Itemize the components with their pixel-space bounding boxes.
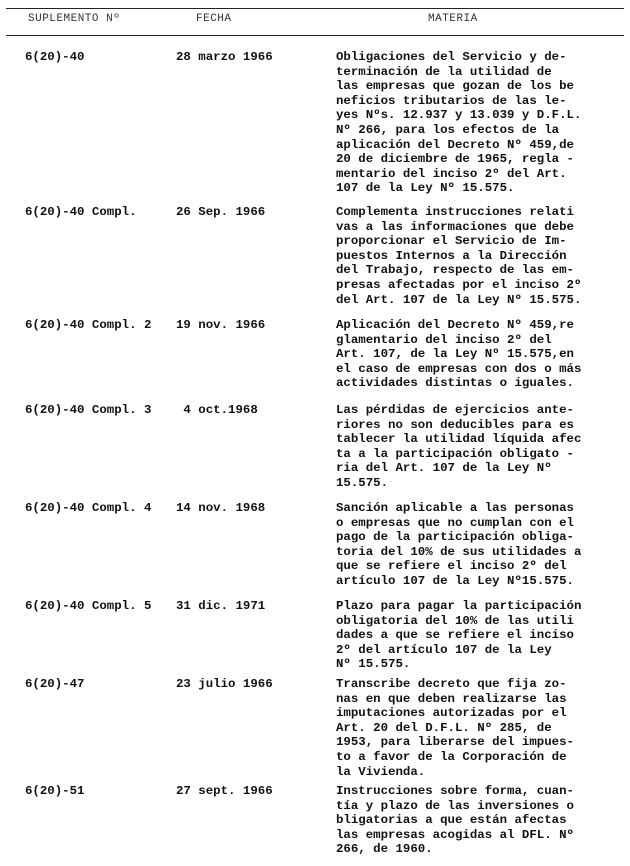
materia-line: ta a la participación obligato -: [336, 446, 574, 461]
materia-line: mentario del inciso 2º del Art.: [336, 166, 567, 181]
materia-line: to a favor de la Corporación de: [336, 749, 567, 764]
materia-line: Sanción aplicable a las personas: [336, 501, 574, 515]
materia-line: presas afectadas por el inciso 2º: [336, 277, 582, 292]
fecha-cell: 23 julio 1966: [176, 677, 273, 691]
materia-line: que se refiere el inciso 2º del: [336, 559, 567, 574]
materia-cell: [336, 599, 620, 672]
materia-line: 2º del artículo 107 de la Ley: [336, 642, 552, 657]
fecha-cell: 19 nov. 1966: [176, 318, 266, 332]
materia-line: las empresas acogidas al DFL. Nº: [336, 827, 574, 842]
materia-line: dades a que se refiere el inciso: [336, 628, 574, 643]
materia-line: puestos Internos a la Dirección: [336, 248, 567, 263]
materia-line: Plazo para pagar la participación: [336, 599, 582, 613]
materia-cell: [336, 784, 620, 857]
suplemento-cell: 6(20)-40 Compl. 3: [25, 403, 152, 417]
materia-line: o empresas que no cumplan con el: [336, 515, 574, 530]
suplemento-cell: 6(20)-40 Compl.: [25, 205, 137, 219]
table-header: [0, 10, 630, 32]
header-suplemento: SUPLEMENTO Nº: [28, 13, 121, 25]
materia-line: tía y plazo de las inversiones o: [336, 798, 574, 813]
materia-line: 15.575.: [336, 475, 389, 490]
materia-cell: [336, 677, 620, 779]
materia-cell: [336, 403, 620, 491]
header-materia: MATERIA: [428, 13, 478, 25]
materia-line: Complementa instrucciones relati: [336, 205, 574, 219]
materia-line: artículo 107 de la Ley Nº15.575.: [336, 573, 574, 588]
materia-line: Art. 107, de la Ley Nº 15.575,en: [336, 347, 574, 362]
suplemento-cell: 6(20)-51: [25, 784, 85, 798]
materia-line: 266, de 1960.: [336, 842, 433, 857]
materia-line: pago de la participación obliga-: [336, 530, 574, 545]
materia-cell: [336, 318, 620, 391]
header-fecha: FECHA: [196, 13, 232, 25]
suplemento-cell: 6(20)-40 Compl. 4: [25, 501, 152, 515]
materia-line: glamentario del inciso 2º del: [336, 332, 552, 347]
fecha-cell: 31 dic. 1971: [176, 599, 266, 613]
materia-line: del Art. 107 de la Ley Nº 15.575.: [336, 292, 582, 307]
suplemento-cell: 6(20)-47: [25, 677, 85, 691]
materia-line: la Vivienda.: [336, 764, 426, 779]
materia-line: bligatorias a que están afectas: [336, 813, 567, 828]
materia-line: Nº 266, para los efectos de la: [336, 122, 560, 137]
fecha-cell: 26 Sep. 1966: [176, 205, 266, 219]
materia-line: riores no son deducibles para es: [336, 417, 574, 432]
materia-line: ria del Art. 107 de la Ley Nº: [336, 461, 552, 476]
materia-line: Aplicación del Decreto Nº 459,re: [336, 318, 574, 332]
materia-line: toria del 10% de sus utilidades a: [336, 544, 582, 559]
materia-line: 107 de la Ley Nº 15.575.: [336, 181, 515, 196]
top-rule: [6, 8, 624, 9]
materia-cell: [336, 501, 620, 589]
header-rule: [6, 35, 624, 36]
materia-line: actividades distintas o iguales.: [336, 376, 574, 391]
materia-line: Obligaciones del Servicio y de-: [336, 50, 567, 64]
materia-line: Art. 20 del D.F.L. Nº 285, de: [336, 720, 552, 735]
materia-line: Nº 15.575.: [336, 657, 411, 672]
fecha-cell: 27 sept. 1966: [176, 784, 273, 798]
materia-line: aplicación del Decreto Nº 459,de: [336, 137, 574, 152]
materia-line: del Trabajo, respecto de las em-: [336, 263, 574, 278]
materia-line: Las pérdidas de ejercicios ante-: [336, 403, 574, 417]
materia-line: obligatoria del 10% de las utili: [336, 613, 574, 628]
materia-line: proporcionar el Servicio de Im-: [336, 234, 567, 249]
materia-line: vas a las informaciones que debe: [336, 219, 574, 234]
materia-line: imputaciones autorizadas por el: [336, 706, 567, 721]
suplemento-cell: 6(20)-40 Compl. 2: [25, 318, 152, 332]
materia-line: terminación de la utilidad de: [336, 64, 552, 79]
materia-line: 20 de diciembre de 1965, regla -: [336, 152, 574, 167]
suplemento-cell: 6(20)-40 Compl. 5: [25, 599, 152, 613]
materia-cell: [336, 205, 620, 307]
materia-line: tablecer la utilidad líquida afec: [336, 432, 582, 447]
materia-line: Instrucciones sobre forma, cuan-: [336, 784, 574, 798]
suplemento-cell: 6(20)-40: [25, 50, 85, 64]
materia-line: Transcribe decreto que fija zo-: [336, 677, 567, 691]
materia-line: 1953, para liberarse del impues-: [336, 735, 574, 750]
materia-line: neficios tributarios de las le-: [336, 93, 567, 108]
fecha-cell: 4 oct.1968: [176, 403, 258, 417]
fecha-cell: 28 marzo 1966: [176, 50, 273, 64]
materia-line: las empresas que gozan de los be: [336, 79, 574, 94]
materia-cell: [336, 50, 620, 196]
materia-line: yes Nºs. 12.937 y 13.039 y D.F.L.: [336, 108, 582, 123]
fecha-cell: 14 nov. 1968: [176, 501, 266, 515]
materia-line: nas en que deben realizarse las: [336, 691, 567, 706]
materia-line: el caso de empresas con dos o más: [336, 361, 582, 376]
